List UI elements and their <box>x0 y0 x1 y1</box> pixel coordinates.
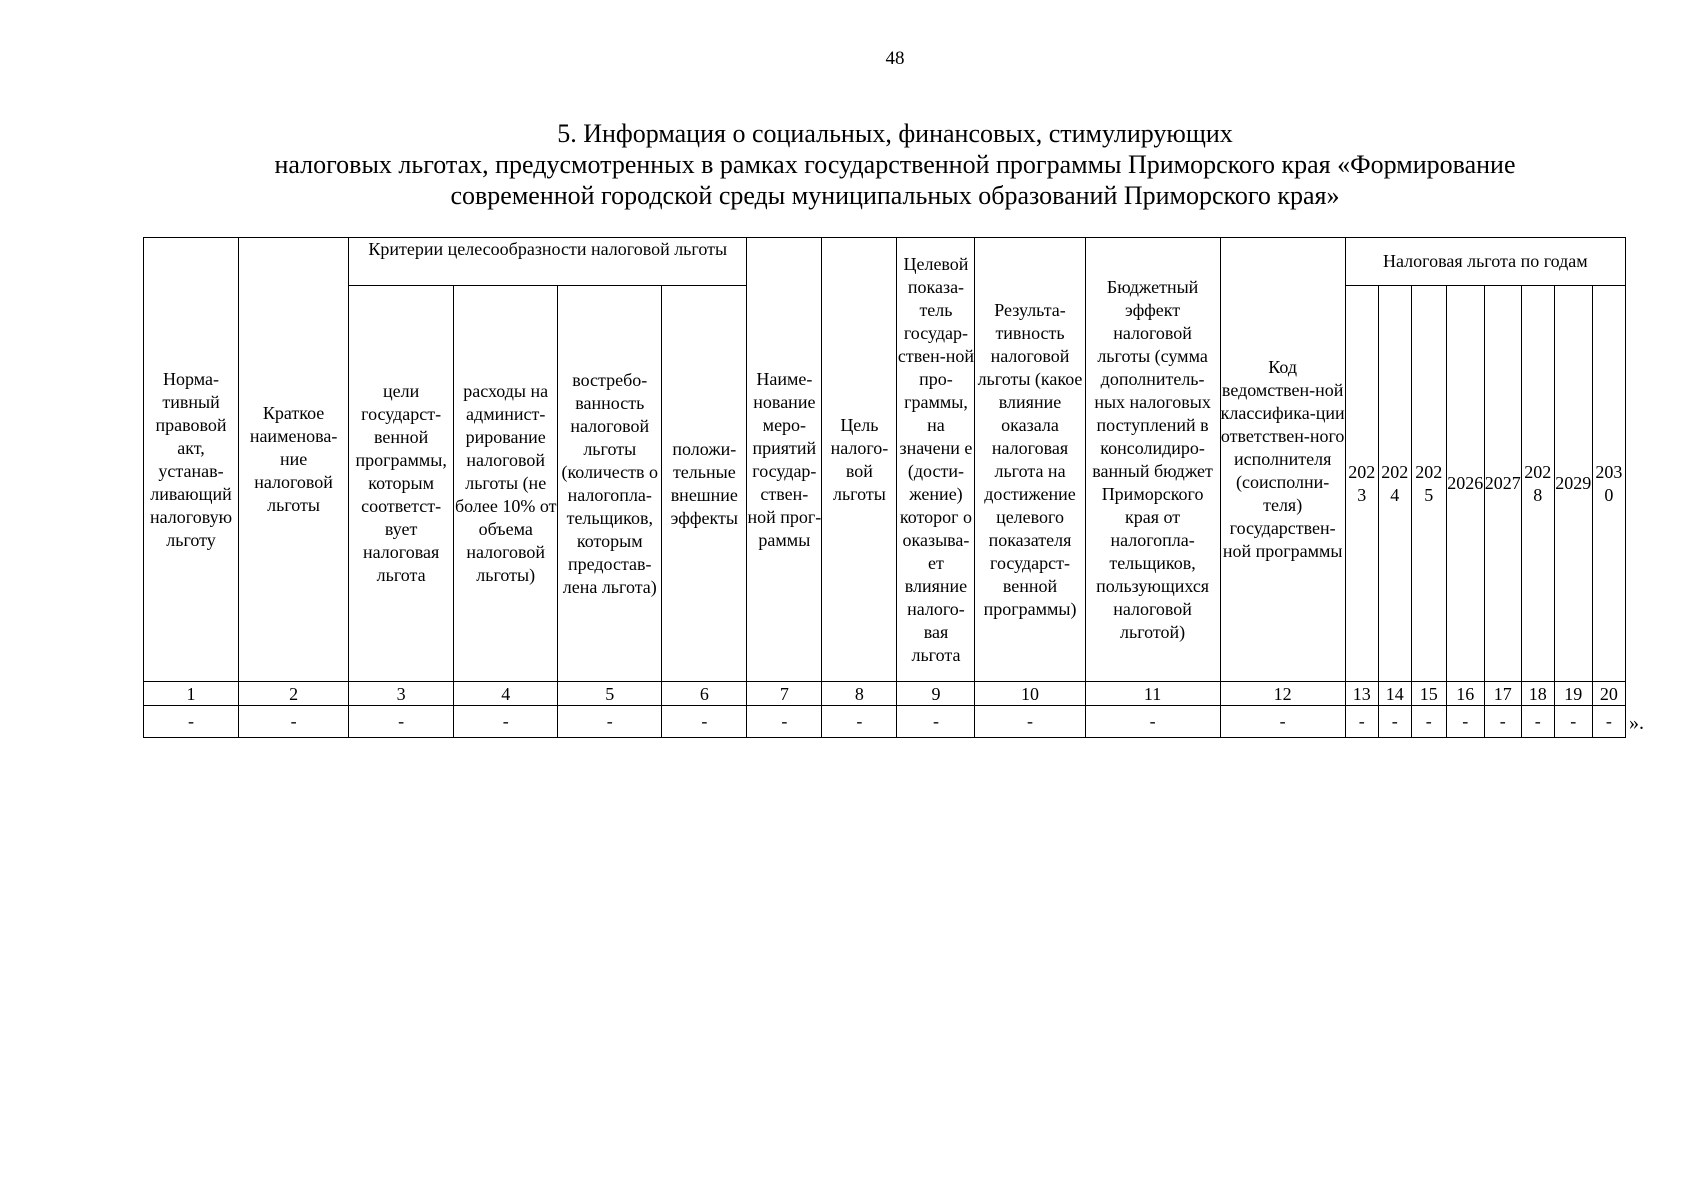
table-cell: - <box>1554 706 1592 738</box>
column-number-cell: 16 <box>1446 682 1484 706</box>
table-row <box>144 706 1626 738</box>
table-cell: - <box>897 706 975 738</box>
table-cell: - <box>1592 706 1625 738</box>
header-year-2024: 2024 <box>1378 286 1411 682</box>
column-number-cell: 9 <box>897 682 975 706</box>
title-line-1: 5. Информация о социальных, финансовых, стимулирующих <box>557 119 1233 148</box>
header-budget-effect: Бюджетный эффект налоговой льготы (сумма дополнитель-ных налоговых поступлений в консолидиро-ванный бюджет Приморского края от налогопла-тельщиков, пользующихся налоговой льготой) <box>1085 238 1220 682</box>
header-year-2023: 2023 <box>1345 286 1378 682</box>
table-cell: - <box>662 706 747 738</box>
column-number-cell: 14 <box>1378 682 1411 706</box>
table-cell: - <box>349 706 454 738</box>
header-year-2025: 2025 <box>1411 286 1446 682</box>
header-measures: Наиме-нование меро-приятий государ-ствен-ной прог-раммы <box>747 238 822 682</box>
header-year-2029: 2029 <box>1554 286 1592 682</box>
column-number-cell: 7 <box>747 682 822 706</box>
closing-quote: ». <box>1629 712 1644 734</box>
table-cell: - <box>975 706 1085 738</box>
column-number-cell: 10 <box>975 682 1085 706</box>
column-number-cell: 12 <box>1220 682 1345 706</box>
header-short-name: Краткое наименова-ние налоговой льготы <box>239 238 349 682</box>
column-number-row <box>144 682 1626 706</box>
table-cell: - <box>239 706 349 738</box>
column-number-cell: 1 <box>144 682 239 706</box>
header-target-indicator: Целевой показа-тель государ-ствен-ной про-граммы, на значени е (дости-жение) которог о оказыва-ет влияние налого-вая льгота <box>897 238 975 682</box>
header-year-2030: 2030 <box>1592 286 1625 682</box>
column-number-cell: 8 <box>822 682 897 706</box>
section-title <box>180 118 1610 211</box>
header-program-goals: цели государст-венной программы, которым соответст-вует налоговая льгота <box>349 286 454 682</box>
table-cell: - <box>1484 706 1521 738</box>
column-number-cell: 4 <box>454 682 558 706</box>
page-number: 48 <box>885 48 905 69</box>
column-number-cell: 15 <box>1411 682 1446 706</box>
header-admin-costs: расходы на админист-рирование налоговой льготы (не более 10% от объема налоговой льготы) <box>454 286 558 682</box>
header-demand: востребо-ванность налоговой льготы (количеств о налогопла-тельщиков, которым предостав-лена льгота) <box>558 286 662 682</box>
header-normative-act: Норма-тивный правовой акт, устанав-ливающий налоговую льготу <box>144 238 239 682</box>
header-department-code: Код ведомствен-ной классифика-ции ответствен-ного исполнителя (соисполни-теля) государствен-ной программы <box>1220 238 1345 682</box>
column-number-cell: 18 <box>1521 682 1554 706</box>
table-cell: - <box>558 706 662 738</box>
header-years-group: Налоговая льгота по годам <box>1345 238 1625 286</box>
table-cell: - <box>454 706 558 738</box>
table-cell: - <box>747 706 822 738</box>
table-cell: - <box>1345 706 1378 738</box>
table-cell: - <box>1220 706 1345 738</box>
header-row-1 <box>144 238 1626 286</box>
table-cell: - <box>1411 706 1446 738</box>
column-number-cell: 20 <box>1592 682 1625 706</box>
column-number-cell: 3 <box>349 682 454 706</box>
column-number-cell: 13 <box>1345 682 1378 706</box>
header-external-effects: положи-тельные внешние эффекты <box>662 286 747 682</box>
column-number-cell: 5 <box>558 682 662 706</box>
header-year-2027: 2027 <box>1484 286 1521 682</box>
header-goal: Цель налого-вой льготы <box>822 238 897 682</box>
header-year-2026: 2026 <box>1446 286 1484 682</box>
header-effectiveness: Результа-тивность налоговой льготы (какое влияние оказала налоговая льгота на достижение целевого показателя государст-венной программы) <box>975 238 1085 682</box>
header-criteria-group: Критерии целесообразности налоговой льготы <box>349 238 747 286</box>
table-cell: - <box>1521 706 1554 738</box>
title-line-3: современной городской среды муниципальных образований Приморского края» <box>450 181 1340 210</box>
table-cell: - <box>1085 706 1220 738</box>
table-cell: - <box>1446 706 1484 738</box>
tax-benefits-table <box>143 237 1626 738</box>
column-number-cell: 19 <box>1554 682 1592 706</box>
column-number-cell: 17 <box>1484 682 1521 706</box>
column-number-cell: 11 <box>1085 682 1220 706</box>
header-year-2028: 2028 <box>1521 286 1554 682</box>
table-cell: - <box>144 706 239 738</box>
table-cell: - <box>1378 706 1411 738</box>
column-number-cell: 6 <box>662 682 747 706</box>
table-cell: - <box>822 706 897 738</box>
column-number-cell: 2 <box>239 682 349 706</box>
title-line-2: налоговых льготах, предусмотренных в рамках государственной программы Приморского края «Формирование <box>274 150 1516 179</box>
